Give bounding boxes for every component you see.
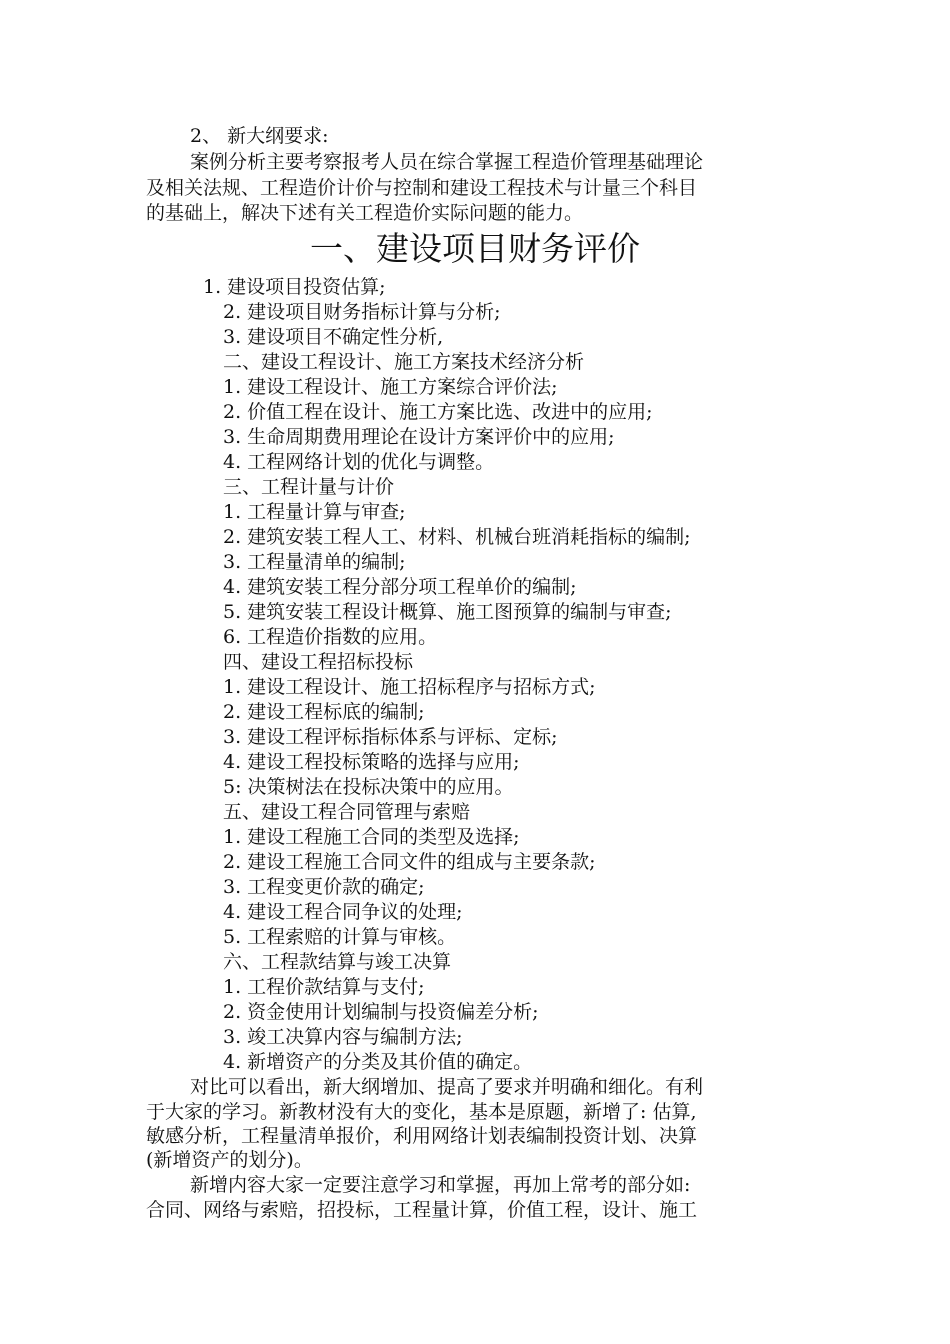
list-item: 5. 工程索赔的计算与审核。: [223, 926, 457, 948]
closing-paragraph-line: 新增内容大家一定要注意学习和掌握，再加上常考的部分如:: [190, 1174, 691, 1196]
list-item: 1. 建设项目投资估算;: [203, 276, 386, 298]
section-heading: 二、建设工程设计、施工方案技术经济分析: [223, 351, 585, 373]
list-item: 3. 竣工决算内容与编制方法;: [223, 1026, 463, 1048]
list-item: 1. 工程量计算与审查;: [223, 501, 406, 523]
list-item: 2. 建设工程标底的编制;: [223, 701, 425, 723]
closing-paragraph-line: 合同、网络与索赔，招投标，工程量计算，价值工程，设计、施工: [146, 1199, 698, 1221]
list-item: 3. 工程量清单的编制;: [223, 551, 406, 573]
list-item: 5. 建筑安装工程设计概算、施工图预算的编制与审查;: [223, 601, 672, 623]
list-item: 1. 工程价款结算与支付;: [223, 976, 425, 998]
section-heading: 五、建设工程合同管理与索赔: [223, 801, 471, 823]
list-item: 4. 新增资产的分类及其价值的确定。: [223, 1051, 533, 1073]
list-item: 4. 建设工程投标策略的选择与应用;: [223, 751, 520, 773]
list-item: 1. 建设工程设计、施工招标程序与招标方式;: [223, 676, 596, 698]
list-item: 2. 建设工程施工合同文件的组成与主要条款;: [223, 851, 596, 873]
section-heading: 三、工程计量与计价: [223, 476, 395, 498]
list-item: 3. 建设项目不确定性分析,: [223, 326, 444, 348]
list-item: 2. 建筑安装工程人工、材料、机械台班消耗指标的编制;: [223, 526, 691, 548]
intro-paragraph-line: 的基础上，解决下述有关工程造价实际问题的能力。: [146, 202, 584, 224]
list-item: 2. 建设项目财务指标计算与分析;: [223, 301, 501, 323]
intro-paragraph-line: 案例分析主要考察报考人员在综合掌握工程造价管理基础理论: [190, 151, 704, 173]
list-item: 2. 资金使用计划编制与投资偏差分析;: [223, 1001, 539, 1023]
intro-heading: 2、 新大纲要求:: [190, 125, 329, 147]
list-item: 3. 生命周期费用理论在设计方案评价中的应用;: [223, 426, 615, 448]
list-item: 3. 建设工程评标指标体系与评标、定标;: [223, 726, 558, 748]
list-item: 2. 价值工程在设计、施工方案比选、改进中的应用;: [223, 401, 653, 423]
list-item: 4. 建筑安装工程分部分项工程单价的编制;: [223, 576, 577, 598]
intro-paragraph-line: 及相关法规、工程造价计价与控制和建设工程技术与计量三个科目: [146, 177, 698, 199]
main-title: 一、建设项目财务评价: [310, 229, 640, 268]
list-item: 5: 决策树法在投标决策中的应用。: [223, 776, 514, 798]
list-item: 3. 工程变更价款的确定;: [223, 876, 425, 898]
closing-paragraph-line: 对比可以看出，新大纲增加、提高了要求并明确和细化。有利: [190, 1076, 704, 1098]
closing-paragraph-line: (新增资产的划分)。: [146, 1149, 313, 1171]
section-heading: 四、建设工程招标投标: [223, 651, 414, 673]
list-item: 1. 建设工程设计、施工方案综合评价法;: [223, 376, 558, 398]
section-heading: 六、工程款结算与竣工决算: [223, 951, 452, 973]
list-item: 1. 建设工程施工合同的类型及选择;: [223, 826, 520, 848]
list-item: 6. 工程造价指数的应用。: [223, 626, 438, 648]
list-item: 4. 工程网络计划的优化与调整。: [223, 451, 495, 473]
list-item: 4. 建设工程合同争议的处理;: [223, 901, 463, 923]
closing-paragraph-line: 敏感分析，工程量清单报价，利用网络计划表编制投资计划、决算: [146, 1125, 698, 1147]
closing-paragraph-line: 于大家的学习。新教材没有大的变化，基本是原题，新增了: 估算,: [146, 1101, 697, 1123]
